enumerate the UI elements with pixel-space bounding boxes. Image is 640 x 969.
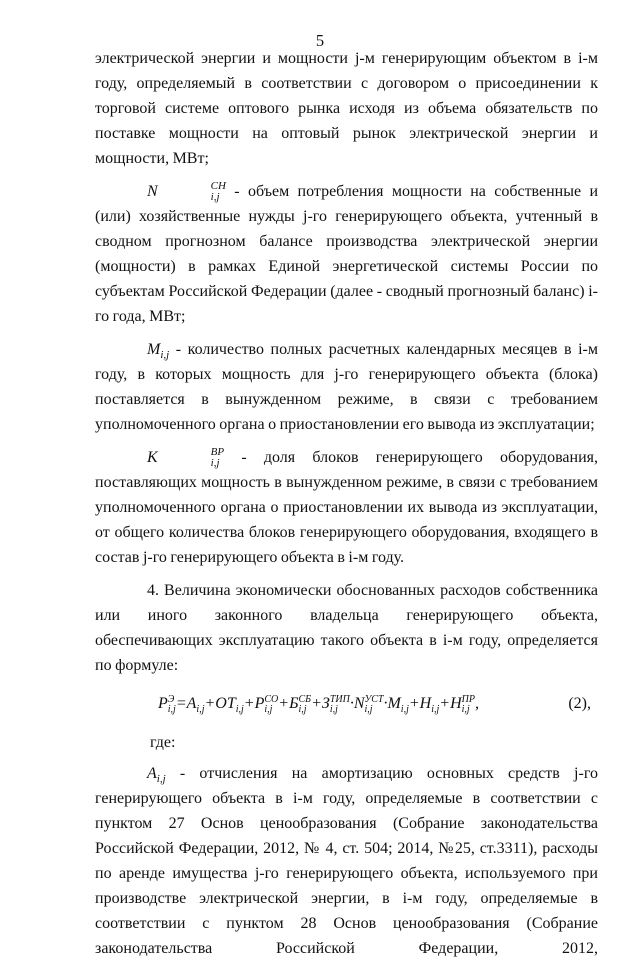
definition-k-vr-text: - доля блоков генерирующего оборудования, поставляющих мощность в вынужденном режиме, в связи с требованием уполномоченного органа о приостановлении их вывода из эксплуатации, от общего количества блоков генерирующего оборудования, входящего в состав j-го генерирующего объекта в i-м году.: [95, 449, 598, 566]
definition-n-ch: [95, 179, 598, 329]
formula-number: (2),: [568, 695, 591, 712]
definition-n-ch-text: - объем потребления мощности на собственные и (или) хозяйственные нужды j-го генерирующего объекта, учтенный в сводном прогнозном балансе производства электрической энергии (мощности) в рамках Единой энергетической системы России по субъектам Российской Федерации (далее - сводный прогнозный баланс) i-го года, МВт;: [95, 183, 598, 325]
formula-2: [95, 686, 598, 722]
formula-expression: P Э i,j $=A_{i,j}+OT_{i,j}+P$ CO i,j +Б СБ i,j +З ТИП i,j ·N УСТ i,j $\cdot M_{i,j}+H_{i,j}+H$ ПР i,j ,: [158, 694, 479, 715]
where-label: где:: [150, 734, 176, 751]
document-body: [95, 46, 598, 969]
clause-4: 4. Величина экономически обоснованных расходов собственника или иного законного владельца генерирующего объекта, обеспечивающих эксплуатацию такого объекта в i-м году, определяется по формуле:: [95, 582, 598, 674]
definition-a-text: - отчисления на амортизацию основных средств j-го генерирующего объекта в i-м году, определяемые в соответствии с пунктом 27 Основ ценообразования (Собрание законодательства Российской Федерации, 2012, № 4, ст. 504; 2014, №25, ст.3311), расходы по аренде имущества j-го генерирующего объекта, используемого при производстве электрической энергии, в i-м году, определяемые в соответствии с пунктом 28 Основ ценообразования (Собрание законодательства Российской Федерации, 2012,: [95, 765, 598, 957]
page-number: 5: [315, 31, 325, 50]
paragraph-continuation: электрической энергии и мощности j-м генерирующим объектом в i-м году, определяемый в соответствии с договором о присоединении к торговой системе оптового рынка исходя из объема обязательств по поставке мощности на оптовый рынок электрической энергии и мощности, МВт;: [95, 50, 598, 167]
definition-a: [95, 761, 598, 961]
symbol-n-ch: N СН i,j: [147, 180, 226, 203]
symbol-a: $A_{i,j}$: [147, 765, 166, 786]
definition-m-text: - количество полных расчетных календарных месяцев в i-м году, в которых мощность для j-го генерирующего объекта (блока) поставляется в вынужденном режиме, в связи с требованием уполномоченного органа о приостановлении его вывода из эксплуатации;: [95, 341, 598, 433]
symbol-k-vr: K ВР i,j: [147, 446, 225, 469]
definition-m: [95, 337, 598, 437]
definition-k-vr: [95, 445, 598, 570]
symbol-m: $M_{i,j}$: [147, 341, 170, 362]
